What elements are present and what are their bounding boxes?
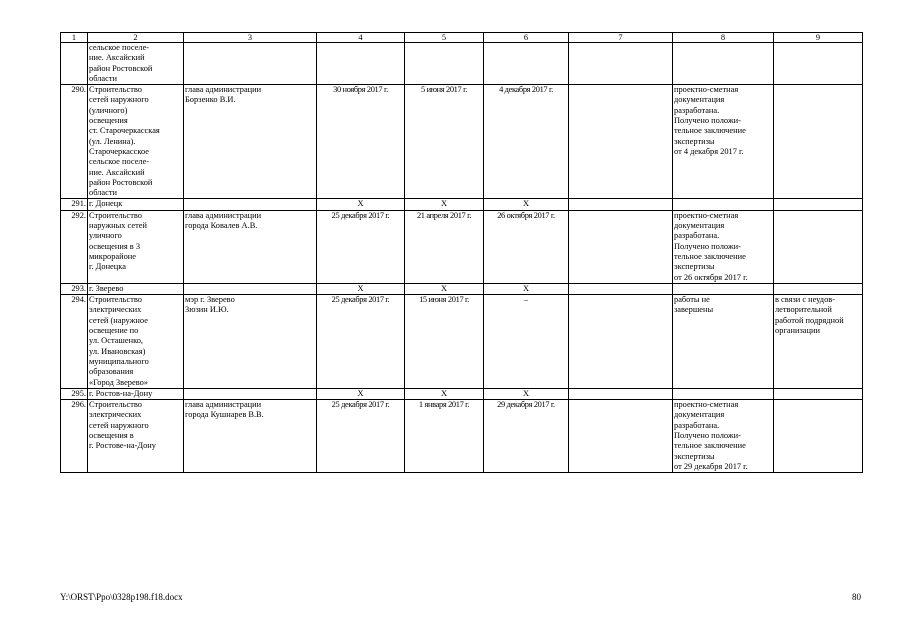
planned-date: 25 декабря 2017 г. [317, 400, 405, 473]
planned-date: 25 декабря 2017 г. [317, 295, 405, 389]
column-7-cell [569, 295, 673, 389]
table-row [61, 283, 863, 294]
start-date: 1 января 2017 г. [405, 400, 484, 473]
responsible-person: мэр г. Зверево Зюзин И.Ю. [184, 295, 317, 389]
actual-date: 29 декабря 2017 г. [484, 400, 569, 473]
table-row [61, 199, 863, 210]
start-date: 21 апреля 2017 г. [405, 210, 484, 283]
object-name: сельское поселе- ние. Аксайский район Ростовской области [88, 43, 184, 85]
status-text [673, 388, 774, 399]
planned-date: Х [317, 388, 405, 399]
planned-date: Х [317, 199, 405, 210]
row-number: 290. [61, 85, 88, 199]
responsible-person [184, 199, 317, 210]
object-name: г. Зверево [88, 283, 184, 294]
note-text [774, 43, 863, 85]
column-number: 8 [673, 33, 774, 43]
table-row [61, 295, 863, 389]
actual-date [484, 43, 569, 85]
status-text [673, 283, 774, 294]
object-name: г. Ростов-на-Дону [88, 388, 184, 399]
status-text: проектно-сметная документация разработана. Получено положи- тельное заключение экспертизы от 29 декабря 2017 г. [673, 400, 774, 473]
column-number: 1 [61, 33, 88, 43]
row-number: 292. [61, 210, 88, 283]
note-text [774, 85, 863, 199]
row-number [61, 43, 88, 85]
actual-date: Х [484, 283, 569, 294]
table-row [61, 210, 863, 283]
table-row [61, 43, 863, 85]
responsible-person [184, 283, 317, 294]
responsible-person: глава администрации города Ковалев А.В. [184, 210, 317, 283]
column-number: 3 [184, 33, 317, 43]
note-text [774, 400, 863, 473]
object-name: Строительство электрических сетей наружного освещения в г. Ростове-на-Дону [88, 400, 184, 473]
column-number: 7 [569, 33, 673, 43]
row-number: 296. [61, 400, 88, 473]
responsible-person [184, 388, 317, 399]
actual-date: 26 октября 2017 г. [484, 210, 569, 283]
actual-date: 4 декабря 2017 г. [484, 85, 569, 199]
actual-date: – [484, 295, 569, 389]
object-name: Строительство сетей наружного (уличного) освещения ст. Старочеркасская (ул. Ленина). Старочеркасское сельское поселе- ние. Аксайский район Ростовской области [88, 85, 184, 199]
note-text [774, 210, 863, 283]
column-numbers-row [61, 33, 863, 43]
note-text: в связи с неудов- летворительной работой подрядной организации [774, 295, 863, 389]
column-number: 9 [774, 33, 863, 43]
actual-date: Х [484, 388, 569, 399]
status-text: работы не завершены [673, 295, 774, 389]
column-7-cell [569, 85, 673, 199]
note-text [774, 283, 863, 294]
object-name: г. Донецк [88, 199, 184, 210]
start-date: Х [405, 199, 484, 210]
status-text [673, 199, 774, 210]
status-text [673, 43, 774, 85]
row-number: 295. [61, 388, 88, 399]
table-row [61, 400, 863, 473]
file-path: Y:\ORST\Ppo\0328p198.f18.docx [60, 592, 183, 602]
column-number: 4 [317, 33, 405, 43]
column-7-cell [569, 210, 673, 283]
table-row [61, 85, 863, 199]
start-date [405, 43, 484, 85]
column-7-cell [569, 43, 673, 85]
start-date: 15 июня 2017 г. [405, 295, 484, 389]
object-name: Строительство электрических сетей (наружное освещение по ул. Осташенко, ул. Ивановская) муниципального образования «Город Зверево» [88, 295, 184, 389]
column-number: 2 [88, 33, 184, 43]
planned-date [317, 43, 405, 85]
start-date: 5 июня 2017 г. [405, 85, 484, 199]
responsible-person: глава администрации Борзенко В.И. [184, 85, 317, 199]
responsible-person: глава администрации города Кушнарев В.В. [184, 400, 317, 473]
start-date: Х [405, 283, 484, 294]
table-row [61, 388, 863, 399]
planned-date: Х [317, 283, 405, 294]
note-text [774, 199, 863, 210]
column-7-cell [569, 199, 673, 210]
note-text [774, 388, 863, 399]
planned-date: 30 ноября 2017 г. [317, 85, 405, 199]
start-date: Х [405, 388, 484, 399]
row-number: 293. [61, 283, 88, 294]
object-name: Строительство наружных сетей уличного освещения в 3 микрорайоне г. Донецка [88, 210, 184, 283]
actual-date: Х [484, 199, 569, 210]
status-text: проектно-сметная документация разработана. Получено положи- тельное заключение экспертизы от 4 декабря 2017 г. [673, 85, 774, 199]
column-number: 6 [484, 33, 569, 43]
row-number: 294. [61, 295, 88, 389]
column-7-cell [569, 283, 673, 294]
responsible-person [184, 43, 317, 85]
planned-date: 25 декабря 2017 г. [317, 210, 405, 283]
column-7-cell [569, 400, 673, 473]
column-number: 5 [405, 33, 484, 43]
column-7-cell [569, 388, 673, 399]
works-table [60, 32, 863, 473]
page-number: 80 [852, 592, 861, 602]
status-text: проектно-сметная документация разработана. Получено положи- тельное заключение экспертизы от 26 октября 2017 г. [673, 210, 774, 283]
row-number: 291. [61, 199, 88, 210]
